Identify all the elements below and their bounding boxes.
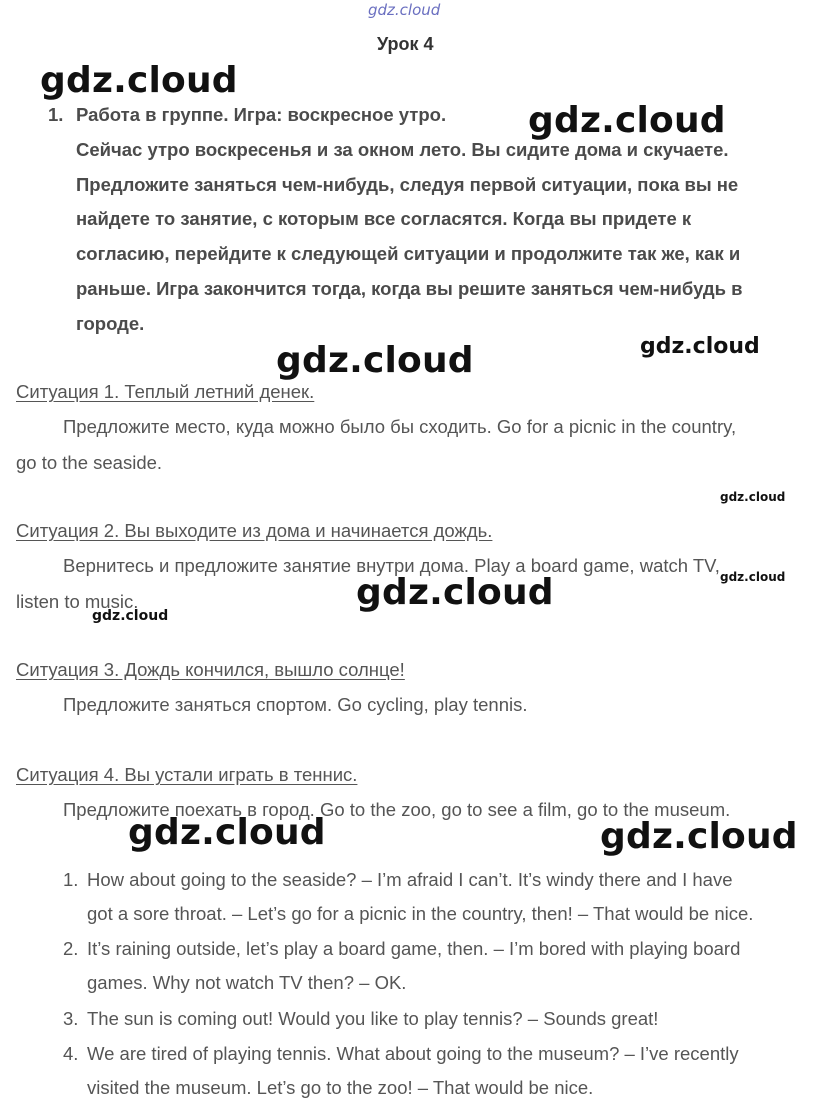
- situation-text-line: listen to music.: [16, 591, 139, 612]
- answer-line: It’s raining outside, let’s play a board game, then. – I’m bored with playing board: [87, 938, 741, 959]
- watermark-top: gdz.cloud: [368, 1, 441, 19]
- task-text-line: городе.: [76, 313, 145, 334]
- answer-line: games. Why not watch TV then? – OK.: [87, 972, 407, 993]
- page-title: Урок 4: [377, 34, 434, 54]
- situation-text-line: Предложите поехать в город. Go to the zoo, go to see a film, go to the museum.: [63, 799, 731, 820]
- task-text-line: Предложите заняться чем-нибудь, следуя первой ситуации, пока вы не: [76, 174, 739, 195]
- answer-number: 2.: [63, 938, 79, 959]
- watermark: gdz.cloud: [276, 340, 474, 381]
- watermark: gdz.cloud: [92, 608, 169, 624]
- watermark: gdz.cloud: [128, 812, 326, 853]
- answer-number: 4.: [63, 1043, 79, 1064]
- task-heading: Работа в группе. Игра: воскресное утро.: [76, 104, 447, 125]
- watermark: gdz.cloud: [600, 816, 798, 857]
- watermark: gdz.cloud: [356, 572, 554, 613]
- situation-text-line: Предложите место, куда можно было бы сходить. Go for a picnic in the country,: [63, 416, 737, 437]
- answer-line: got a sore throat. – Let’s go for a picnic in the country, then! – That would be nice.: [87, 903, 754, 924]
- situation-text-line: Предложите заняться спортом. Go cycling, play tennis.: [63, 694, 528, 715]
- situation-text-line: go to the seaside.: [16, 452, 163, 473]
- situation-title: Ситуация 2. Вы выходите из дома и начинается дождь.: [16, 520, 493, 541]
- situation-title: Ситуация 1. Теплый летний денек.: [16, 381, 315, 402]
- watermark: gdz.cloud: [720, 570, 786, 584]
- watermark: gdz.cloud: [640, 334, 760, 359]
- answer-number: 1.: [63, 869, 79, 890]
- answer-line: We are tired of playing tennis. What about going to the museum? – I’ve recently: [87, 1043, 739, 1064]
- answer-line: How about going to the seaside? – I’m afraid I can’t. It’s windy there and I have: [87, 869, 733, 890]
- watermark: gdz.cloud: [528, 100, 726, 141]
- situation-title: Ситуация 3. Дождь кончился, вышло солнце!: [16, 659, 405, 680]
- task-text-line: Сейчас утро воскресенья и за окном лето. Вы сидите дома и скучаете.: [76, 139, 729, 160]
- task-text-line: согласию, перейдите к следующей ситуации и продолжите так же, как и: [76, 243, 741, 264]
- answer-number: 3.: [63, 1008, 79, 1029]
- situation-text-line: Вернитесь и предложите занятие внутри дома. Play a board game, watch TV,: [63, 555, 720, 576]
- task-text-line: раньше. Игра закончится тогда, когда вы решите заняться чем-нибудь в: [76, 278, 743, 299]
- situation-title: Ситуация 4. Вы устали играть в теннис.: [16, 764, 358, 785]
- answer-line: The sun is coming out! Would you like to play tennis? – Sounds great!: [87, 1008, 659, 1029]
- answer-line: visited the museum. Let’s go to the zoo! – That would be nice.: [87, 1077, 594, 1098]
- task-number: 1.: [48, 104, 64, 125]
- task-text-line: найдете то занятие, с которым все согласятся. Когда вы придете к: [76, 208, 692, 229]
- watermark: gdz.cloud: [40, 60, 238, 101]
- watermark: gdz.cloud: [720, 490, 786, 504]
